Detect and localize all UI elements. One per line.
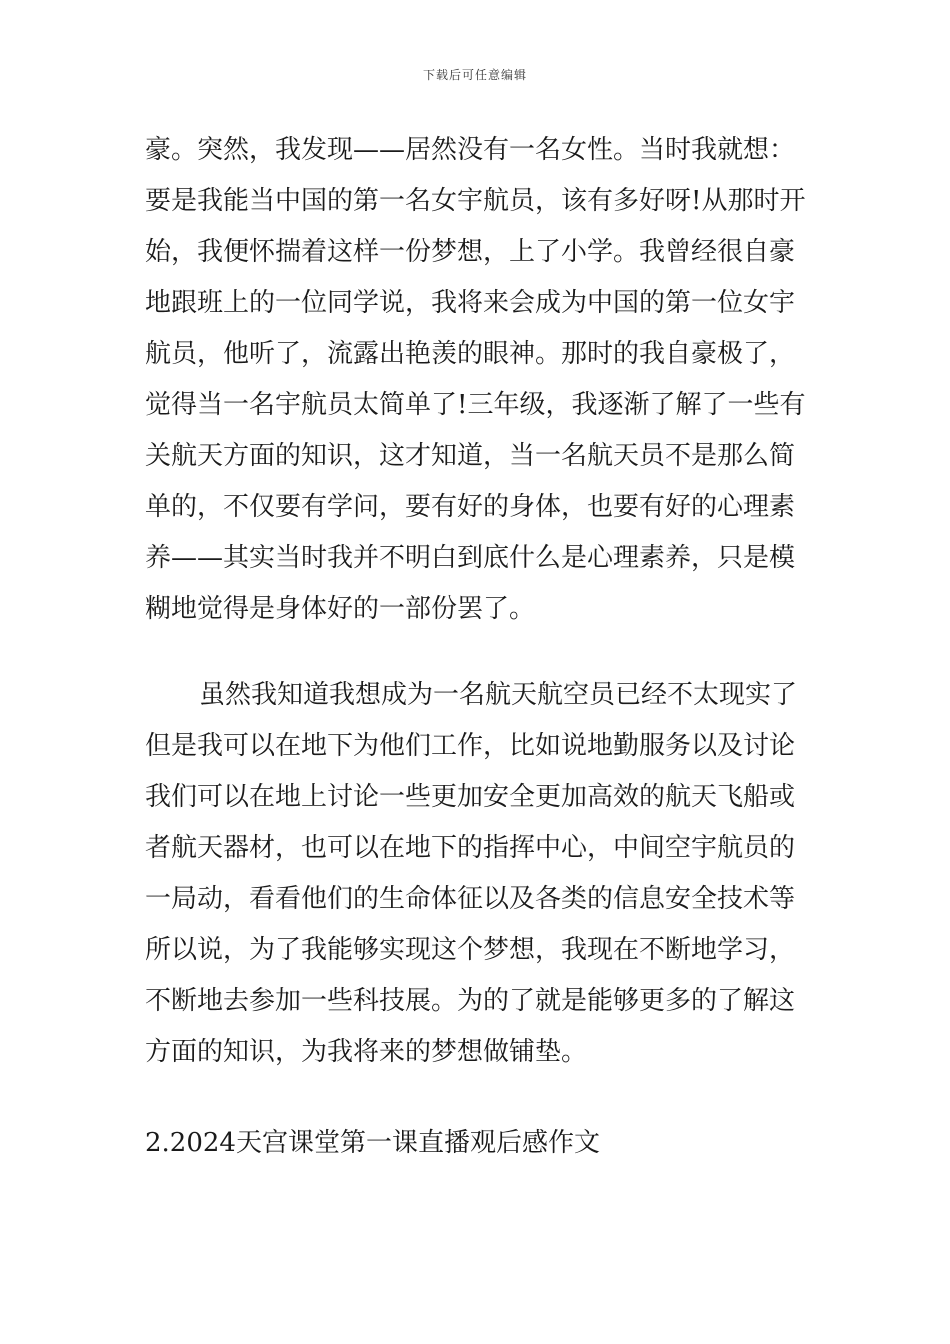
paragraph-line: 要是我能当中国的第一名女宇航员，该有多好呀!从那时开 bbox=[145, 186, 806, 216]
paragraph-line: 者航天器材，也可以在地下的指挥中心，中间空宇航员的 bbox=[145, 833, 796, 863]
paragraph-line: 不断地去参加一些科技展。为的了就是能够更多的了解这 bbox=[145, 986, 796, 1016]
paragraph-line: 方面的知识，为我将来的梦想做铺垫。 bbox=[145, 1037, 588, 1067]
paragraph-line: 地跟班上的一位同学说，我将来会成为中国的第一位女宇 bbox=[145, 288, 796, 318]
paragraph-line: 糊地觉得是身体好的一部份罢了。 bbox=[145, 594, 536, 624]
paragraph-line: 所以说，为了我能够实现这个梦想，我现在不断地学习， bbox=[145, 935, 796, 965]
paragraph-line: 一局动，看看他们的生命体征以及各类的信息安全技术等 bbox=[145, 884, 796, 914]
paragraph-line: 航员，他听了，流露出艳羡的眼神。那时的我自豪极了， bbox=[145, 339, 796, 369]
paragraph-line: 我们可以在地上讨论一些更加安全更加高效的航天飞船或 bbox=[145, 782, 796, 812]
paragraph-line: 单的，不仅要有学问，要有好的身体，也要有好的心理素 bbox=[145, 492, 796, 522]
section-heading-text: 2.2024天宫课堂第一课直播观后感作文 bbox=[145, 1128, 600, 1158]
section-heading bbox=[145, 1118, 810, 1169]
paragraph-line: 但是我可以在地下为他们工作，比如说地勤服务以及讨论 bbox=[145, 731, 796, 761]
download-note: 下载后可任意编辑 bbox=[422, 68, 527, 82]
paragraph-line: 始，我便怀揣着这样一份梦想，上了小学。我曾经很自豪 bbox=[145, 237, 796, 267]
paragraph-line: 虽然我知道我想成为一名航天航空员已经不太现实了 bbox=[199, 680, 798, 710]
paragraph-line: 养——其实当时我并不明白到底什么是心理素养，只是模 bbox=[145, 543, 796, 573]
paragraph-line: 觉得当一名宇航员太简单了!三年级，我逐渐了解了一些有 bbox=[145, 390, 806, 420]
paragraph-line: 关航天方面的知识，这才知道，当一名航天员不是那么简 bbox=[145, 441, 796, 471]
paragraph-2 bbox=[145, 670, 810, 1078]
paragraph-line: 豪。突然，我发现——居然没有一名女性。当时我就想： bbox=[145, 135, 796, 165]
paragraph-1 bbox=[145, 125, 810, 635]
